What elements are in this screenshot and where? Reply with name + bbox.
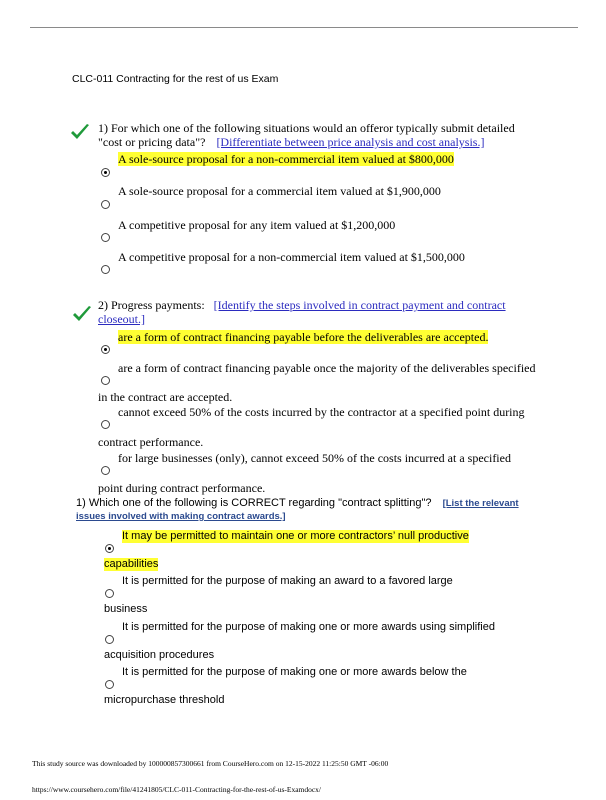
q2-option-4-label-cont: point during contract performance.	[98, 481, 266, 495]
q2-option-3-label-cont: contract performance.	[98, 435, 204, 449]
q3-option-2-label: It is permitted for the purpose of making an award to a favored large	[122, 575, 453, 587]
q3-option-4-radio[interactable]	[105, 680, 114, 689]
q3-option-1-label: It may be permitted to maintain one or more contractors’ null productive	[122, 530, 469, 542]
q3-option-3-label: It is permitted for the purpose of making one or more awards using simplified	[122, 621, 495, 633]
page-title: CLC-011 Contracting for the rest of us Exam	[72, 73, 279, 85]
q3-option-1-radio[interactable]	[105, 544, 114, 553]
q3-option-1-label-cont: capabilities	[104, 558, 159, 570]
check-icon	[72, 305, 92, 323]
question-3-link-cont[interactable]: issues involved with making contract awards.]	[76, 511, 286, 522]
question-2-text: 2) Progress payments:	[98, 298, 205, 312]
question-1-link[interactable]: [Differentiate between price analysis and cost analysis.]	[216, 135, 485, 149]
footer-download-note: This study source was downloaded by 100000857300661 from CourseHero.com on 12-15-2022 11:25:50 GMT -06:00	[32, 759, 389, 768]
q2-option-4-radio[interactable]	[101, 466, 110, 475]
question-3-link[interactable]: [List the relevant	[442, 498, 519, 509]
q1-option-1-radio[interactable]	[101, 168, 110, 177]
q3-option-3-label-cont: acquisition procedures	[104, 649, 215, 661]
q1-option-2-radio[interactable]	[101, 200, 110, 209]
q2-option-1-radio[interactable]	[101, 345, 110, 354]
question-3-text-line	[76, 497, 519, 510]
q2-option-2-label-cont: in the contract are accepted.	[98, 390, 233, 404]
q1-option-4-radio[interactable]	[101, 265, 110, 274]
q2-option-2-label: are a form of contract financing payable once the majority of the deliverables specified	[118, 361, 536, 375]
question-1-text-cont	[98, 135, 484, 149]
question-2-link[interactable]: [Identify the steps involved in contract payment and contract	[213, 298, 506, 312]
q1-option-4-label: A competitive proposal for a non-commercial item valued at $1,500,000	[118, 250, 465, 264]
q1-option-3-radio[interactable]	[101, 233, 110, 242]
q3-option-4-label-cont: micropurchase threshold	[104, 694, 225, 706]
footer-source-url[interactable]: https://www.coursehero.com/file/41241805/CLC-011-Contracting-for-the-rest-of-us-Examdocx/	[32, 785, 322, 794]
top-rule	[30, 27, 578, 28]
question-2-link-cont[interactable]: closeout.]	[98, 312, 145, 326]
q2-option-3-label: cannot exceed 50% of the costs incurred by the contractor at a specified point during	[118, 405, 525, 419]
q2-option-2-radio[interactable]	[101, 376, 110, 385]
q1-option-3-label: A competitive proposal for any item valued at $1,200,000	[118, 218, 396, 232]
q3-option-2-label-cont: business	[104, 603, 148, 615]
question-1-text: 1) For which one of the following situations would an offeror typically submit detailed	[98, 121, 515, 135]
q3-option-2-radio[interactable]	[105, 589, 114, 598]
q2-option-3-radio[interactable]	[101, 420, 110, 429]
q2-option-4-label: for large businesses (only), cannot exceed 50% of the costs incurred at a specified	[118, 451, 511, 465]
check-icon	[70, 123, 90, 141]
q3-option-3-radio[interactable]	[105, 635, 114, 644]
question-1-text-line2: "cost or pricing data"?	[98, 135, 206, 149]
q1-option-1-label: A sole-source proposal for a non-commercial item valued at $800,000	[118, 152, 454, 166]
question-2-text-line	[98, 298, 506, 312]
q3-option-4-label: It is permitted for the purpose of making one or more awards below the	[122, 666, 467, 678]
q1-option-2-label: A sole-source proposal for a commercial item valued at $1,900,000	[118, 184, 441, 198]
question-3-text: 1) Which one of the following is CORRECT regarding "contract splitting"?	[76, 497, 432, 509]
q2-option-1-label: are a form of contract financing payable before the deliverables are accepted.	[118, 330, 489, 344]
